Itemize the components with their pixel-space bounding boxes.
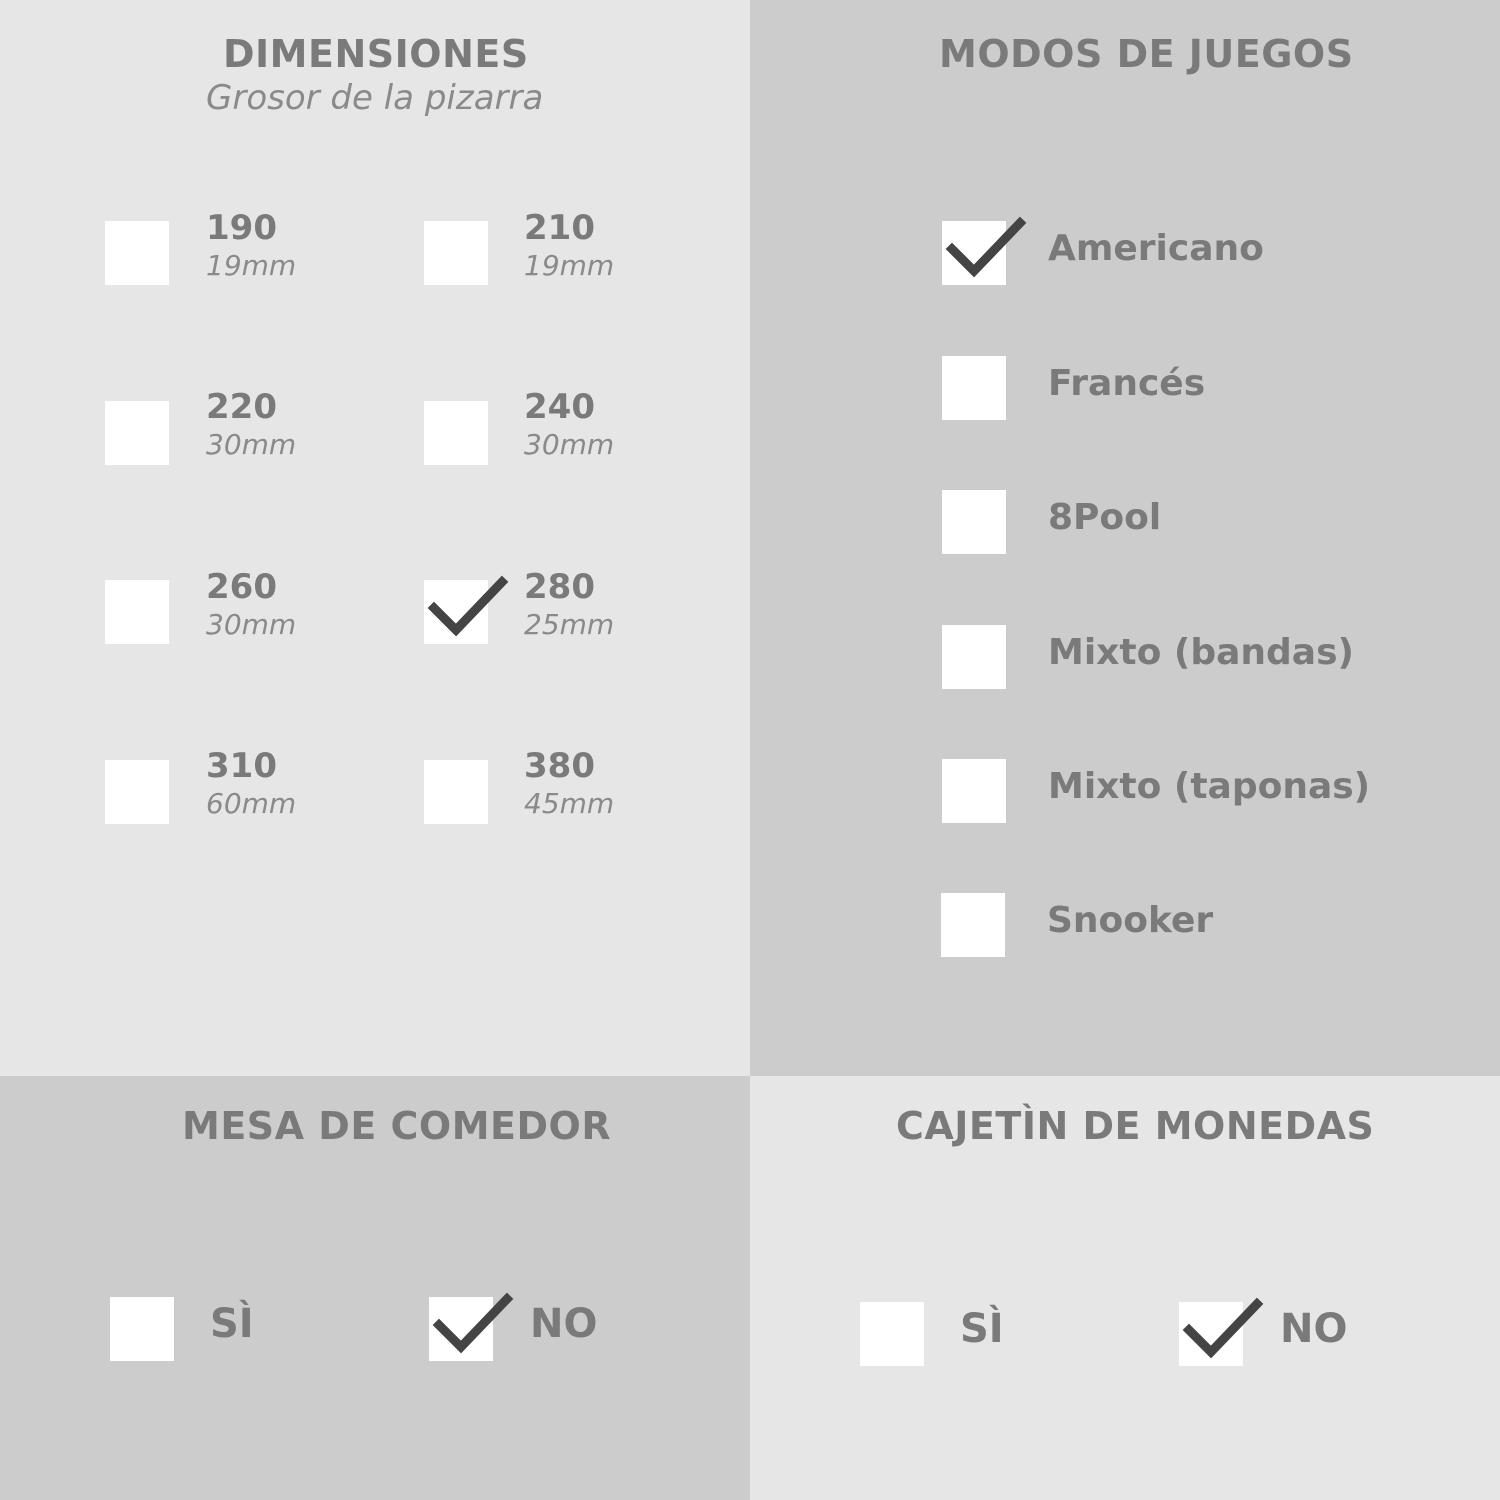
dimensiones-title: DIMENSIONES — [223, 32, 529, 76]
size-310-checkbox[interactable] — [105, 760, 169, 824]
size-210-checkbox[interactable] — [424, 221, 488, 285]
cajetin-panel — [750, 1076, 1500, 1500]
cajetin-no-checkbox[interactable] — [1179, 1302, 1243, 1366]
size-190-label: 190 — [206, 208, 277, 248]
dimensiones-subtitle: Grosor de la pizarra — [206, 78, 544, 118]
mode-americano-label: Americano — [1048, 228, 1264, 269]
size-220-label: 220 — [206, 387, 277, 427]
cajetin-title: CAJETÌN DE MONEDAS — [896, 1104, 1375, 1148]
checkmark-icon — [1185, 1298, 1261, 1360]
size-190-thickness: 19mm — [206, 249, 297, 282]
size-280-thickness: 25mm — [524, 608, 615, 641]
size-240-thickness: 30mm — [524, 428, 615, 461]
checkmark-icon — [948, 217, 1024, 279]
size-220-thickness: 30mm — [206, 428, 297, 461]
mesa-title: MESA DE COMEDOR — [182, 1104, 612, 1148]
mesa-panel — [0, 1076, 750, 1500]
size-280-checkbox[interactable] — [424, 580, 488, 644]
size-210-thickness: 19mm — [524, 249, 615, 282]
cajetin-si-label: SÌ — [960, 1306, 1004, 1352]
dimensiones-panel — [0, 0, 750, 1076]
mode-8pool-checkbox[interactable] — [942, 490, 1006, 554]
mode-mixto-taponas-checkbox[interactable] — [942, 759, 1006, 823]
modos-panel — [750, 0, 1500, 1076]
mode-americano-checkbox[interactable] — [942, 221, 1006, 285]
mode-mixto-bandas-checkbox[interactable] — [942, 625, 1006, 689]
size-260-label: 260 — [206, 567, 277, 607]
cajetin-no-label: NO — [1280, 1306, 1348, 1352]
size-240-label: 240 — [524, 387, 595, 427]
mode-8pool-label: 8Pool — [1048, 497, 1162, 538]
mesa-no-checkbox[interactable] — [429, 1297, 493, 1361]
size-240-checkbox[interactable] — [424, 401, 488, 465]
checkmark-icon — [430, 576, 506, 638]
mode-snooker-label: Snooker — [1047, 900, 1214, 941]
mode-frances-label: Francés — [1048, 363, 1206, 404]
size-190-checkbox[interactable] — [105, 221, 169, 285]
size-310-thickness: 60mm — [206, 787, 297, 820]
mode-frances-checkbox[interactable] — [942, 356, 1006, 420]
mode-mixto-bandas-label: Mixto (bandas) — [1048, 632, 1354, 673]
size-220-checkbox[interactable] — [105, 401, 169, 465]
mode-mixto-taponas-label: Mixto (taponas) — [1048, 766, 1371, 807]
mode-snooker-checkbox[interactable] — [941, 893, 1005, 957]
checkmark-icon — [435, 1293, 511, 1355]
size-260-checkbox[interactable] — [105, 580, 169, 644]
size-380-thickness: 45mm — [524, 787, 615, 820]
cajetin-si-checkbox[interactable] — [860, 1302, 924, 1366]
modos-title: MODOS DE JUEGOS — [939, 32, 1354, 76]
mesa-si-checkbox[interactable] — [110, 1297, 174, 1361]
size-380-checkbox[interactable] — [424, 760, 488, 824]
size-310-label: 310 — [206, 746, 277, 786]
mesa-si-label: SÌ — [210, 1301, 254, 1347]
size-210-label: 210 — [524, 208, 595, 248]
size-280-label: 280 — [524, 567, 595, 607]
mesa-no-label: NO — [530, 1301, 598, 1347]
size-380-label: 380 — [524, 746, 595, 786]
size-260-thickness: 30mm — [206, 608, 297, 641]
